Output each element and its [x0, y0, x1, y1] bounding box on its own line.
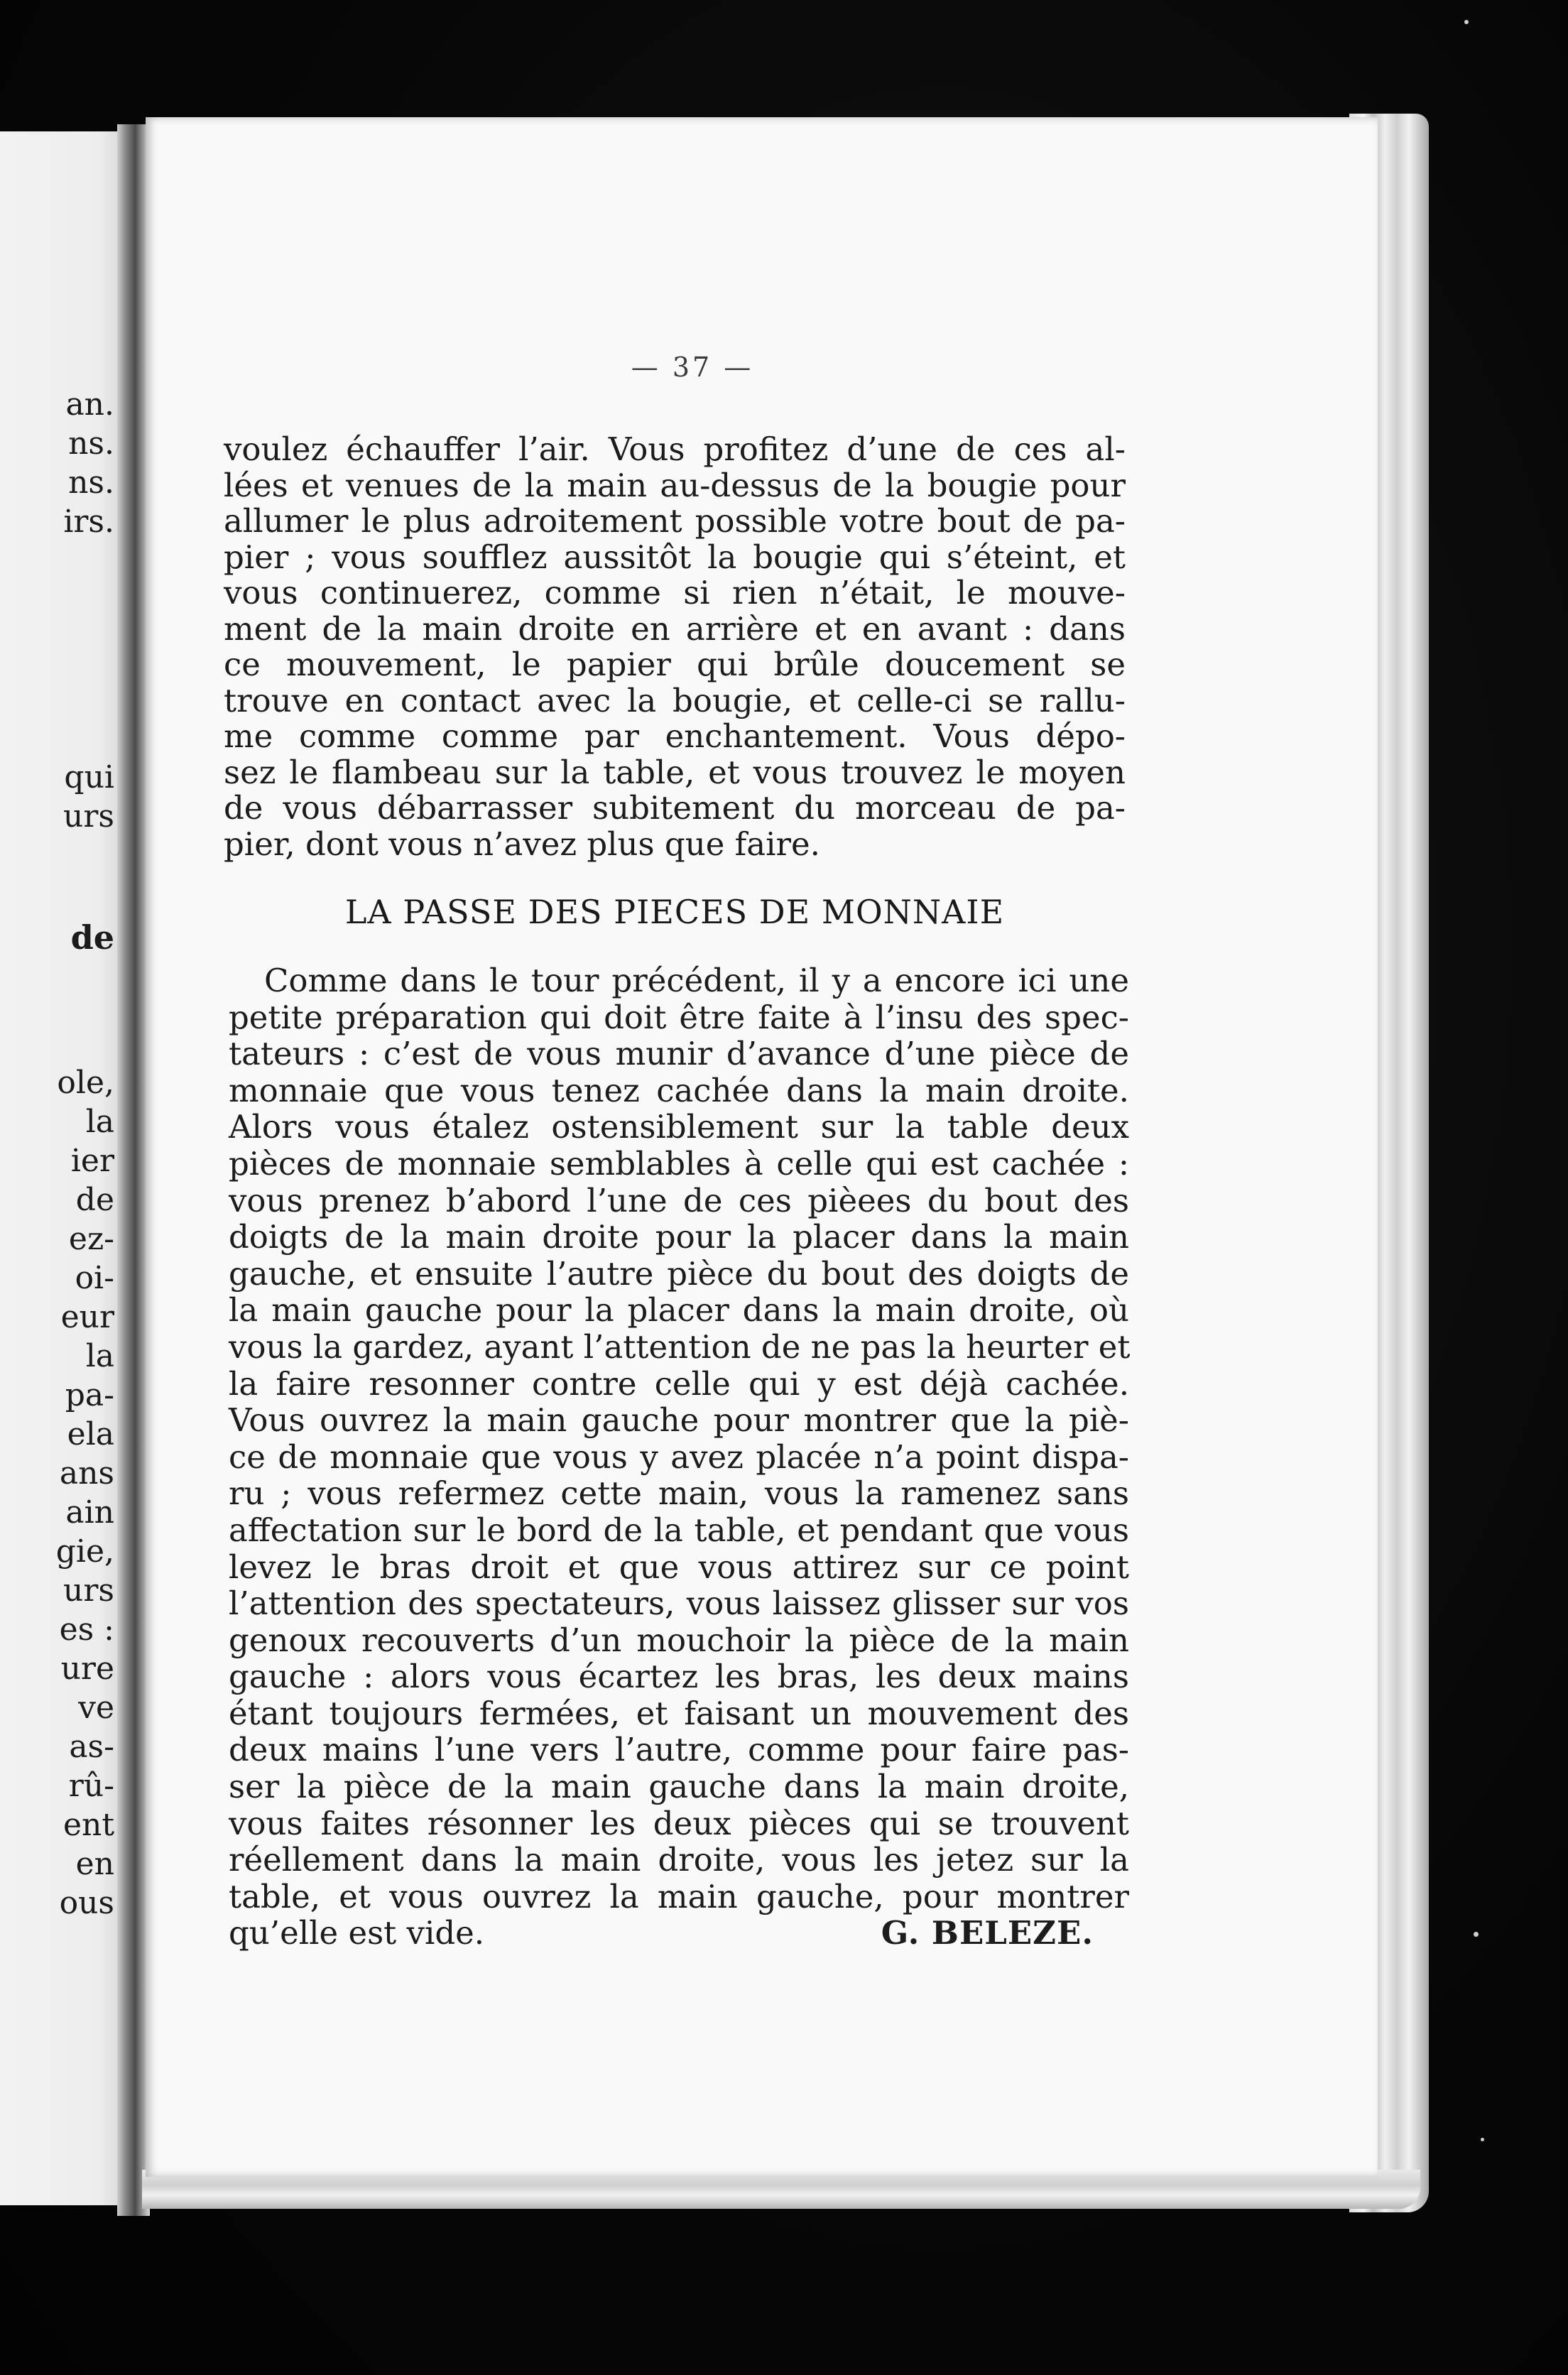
text-line: lées et venues de la main au-dessus de la bougie pour: [224, 466, 1126, 504]
previous-page-edge: [0, 131, 124, 2205]
left-page-fragment: ans: [59, 1455, 114, 1491]
text-line: de vous débarrasser subitement du morceau de pa-: [224, 789, 1126, 827]
text-line: table, et vous ouvrez la main gauche, pour montrer: [229, 1877, 1129, 1915]
dust-speck: [1474, 1932, 1479, 1937]
text-line: ment de la main droite en arrière et en avant : dans: [224, 609, 1126, 648]
left-page-fragment: ure: [60, 1651, 114, 1687]
left-page-fragment: an.: [65, 386, 114, 423]
text-line: réellement dans la main droite, vous les jetez sur la: [229, 1841, 1129, 1879]
left-page-fragment: ez-: [68, 1221, 114, 1257]
left-page-fragment: ela: [67, 1416, 114, 1452]
left-page-fragment: oi-: [75, 1260, 114, 1296]
text-line: vous la gardez, ayant l’attention de ne pas la heurter et: [229, 1327, 1131, 1366]
left-page-fragment: qui: [64, 759, 114, 795]
left-page-fragment: ns.: [68, 464, 114, 501]
text-line: doigts de la main droite pour la placer dans la main: [229, 1218, 1129, 1256]
text-line: tateurs : c’est de vous munir d’avance d’une pièce de: [229, 1035, 1129, 1073]
paragraph-main: [229, 962, 1129, 1952]
text-line: pier, dont vous n’avez plus que faire.: [224, 825, 820, 863]
left-page-fragment: ve: [78, 1690, 114, 1726]
text-line: deux mains l’une vers l’autre, comme pour faire pas-: [229, 1731, 1129, 1769]
text-line: l’attention des spectateurs, vous laissez glisser sur vos: [229, 1585, 1129, 1623]
section-heading: LA PASSE DES PIECES DE MONNAIE: [344, 893, 1005, 931]
text-line: affectation sur le bord de la table, et pendant que vous: [229, 1511, 1129, 1549]
closing-line: [229, 1915, 1129, 1952]
left-page-fragment: la: [85, 1338, 114, 1374]
left-page-fragment: eur: [60, 1299, 114, 1335]
text-line: allumer le plus adroitement possible votre bout de pa-: [224, 502, 1126, 540]
text-line: vous prenez b’abord l’une de ces pièees du bout des: [229, 1181, 1129, 1219]
text-line: voulez échauffer l’air. Vous profitez d’une de ces al-: [224, 430, 1126, 468]
text-line: gauche : alors vous écartez les bras, les deux mains: [229, 1658, 1129, 1696]
text-line: gauche, et ensuite l’autre pièce du bout des doigts de: [229, 1254, 1129, 1293]
left-page-fragment: gie,: [55, 1533, 114, 1570]
dust-speck: [1481, 2138, 1484, 2141]
left-page-fragment: ent: [62, 1807, 114, 1843]
left-page-fragment: irs.: [63, 504, 114, 540]
left-page-fragment: la: [85, 1104, 114, 1140]
dust-speck: [1464, 20, 1469, 24]
left-page-fragment: de: [75, 1182, 114, 1218]
text-line: ser la pièce de la main gauche dans la main droite,: [229, 1768, 1129, 1806]
text-line: petite préparation qui doit être faite à l’insu des spec-: [229, 998, 1129, 1036]
author-signature: G. BELEZE.: [881, 1914, 1094, 1952]
text-line: pièces de monnaie semblables à celle qui est cachée :: [229, 1144, 1129, 1183]
text-line: trouve en contact avec la bougie, et celle-ci se rallu-: [224, 681, 1126, 719]
left-page-fragment: en: [75, 1846, 114, 1882]
left-page-fragment: es :: [59, 1612, 114, 1648]
text-line: la main gauche pour la placer dans la main droite, où: [229, 1291, 1129, 1330]
text-line: Alors vous étalez ostensiblement sur la table deux: [229, 1108, 1129, 1146]
text-line: ru ; vous refermez cette main, vous la ramenez sans: [229, 1474, 1129, 1513]
text-line: me comme comme par enchantement. Vous dépo-: [224, 717, 1126, 755]
text-line: monnaie que vous tenez cachée dans la main droite.: [229, 1071, 1129, 1109]
left-page-fragment: de: [70, 918, 114, 957]
text-line: vous faites résonner les deux pièces qui se trouvent: [229, 1804, 1129, 1842]
text-line: la faire resonner contre celle qui y est déjà cachée.: [229, 1364, 1129, 1403]
text-line: étant toujours fermées, et faisant un mouvement des: [229, 1694, 1129, 1732]
text-line: genoux recouverts d’un mouchoir la pièce de la main: [229, 1621, 1129, 1659]
closing-text: qu’elle est vide.: [229, 1914, 485, 1952]
left-page-fragment: ole,: [57, 1065, 114, 1101]
text-line: sez le flambeau sur la table, et vous trouvez le moyen: [224, 753, 1126, 791]
text-line: Comme dans le tour précédent, il y a encore ici une: [264, 962, 1129, 999]
left-page-fragment: ain: [65, 1494, 114, 1531]
left-page-fragment: ous: [59, 1885, 114, 1921]
text-line: ce mouvement, le papier qui brûle doucement se: [224, 646, 1126, 683]
left-page-fragment: as-: [69, 1729, 114, 1765]
paragraph-continued: [224, 432, 1126, 862]
left-page-fragment: urs: [63, 798, 114, 835]
page-number: — 37 —: [631, 352, 754, 383]
left-page-fragment: ier: [70, 1143, 114, 1179]
left-page-fragment: pa-: [65, 1377, 114, 1413]
text-line: ce de monnaie que vous y avez placée n’a point dispa-: [229, 1438, 1129, 1476]
text-line: vous continuerez, comme si rien n’était, le mouve-: [224, 574, 1126, 612]
left-page-fragment: rû-: [68, 1768, 114, 1804]
text-line: Vous ouvrez la main gauche pour montrer que la piè-: [229, 1401, 1129, 1440]
left-page-fragment: ns.: [68, 425, 114, 462]
text-line: pier ; vous soufflez aussitôt la bougie qui s’éteint, et: [224, 538, 1126, 576]
left-page-fragment: urs: [63, 1572, 114, 1609]
text-line: levez le bras droit et que vous attirez sur ce point: [229, 1548, 1129, 1586]
